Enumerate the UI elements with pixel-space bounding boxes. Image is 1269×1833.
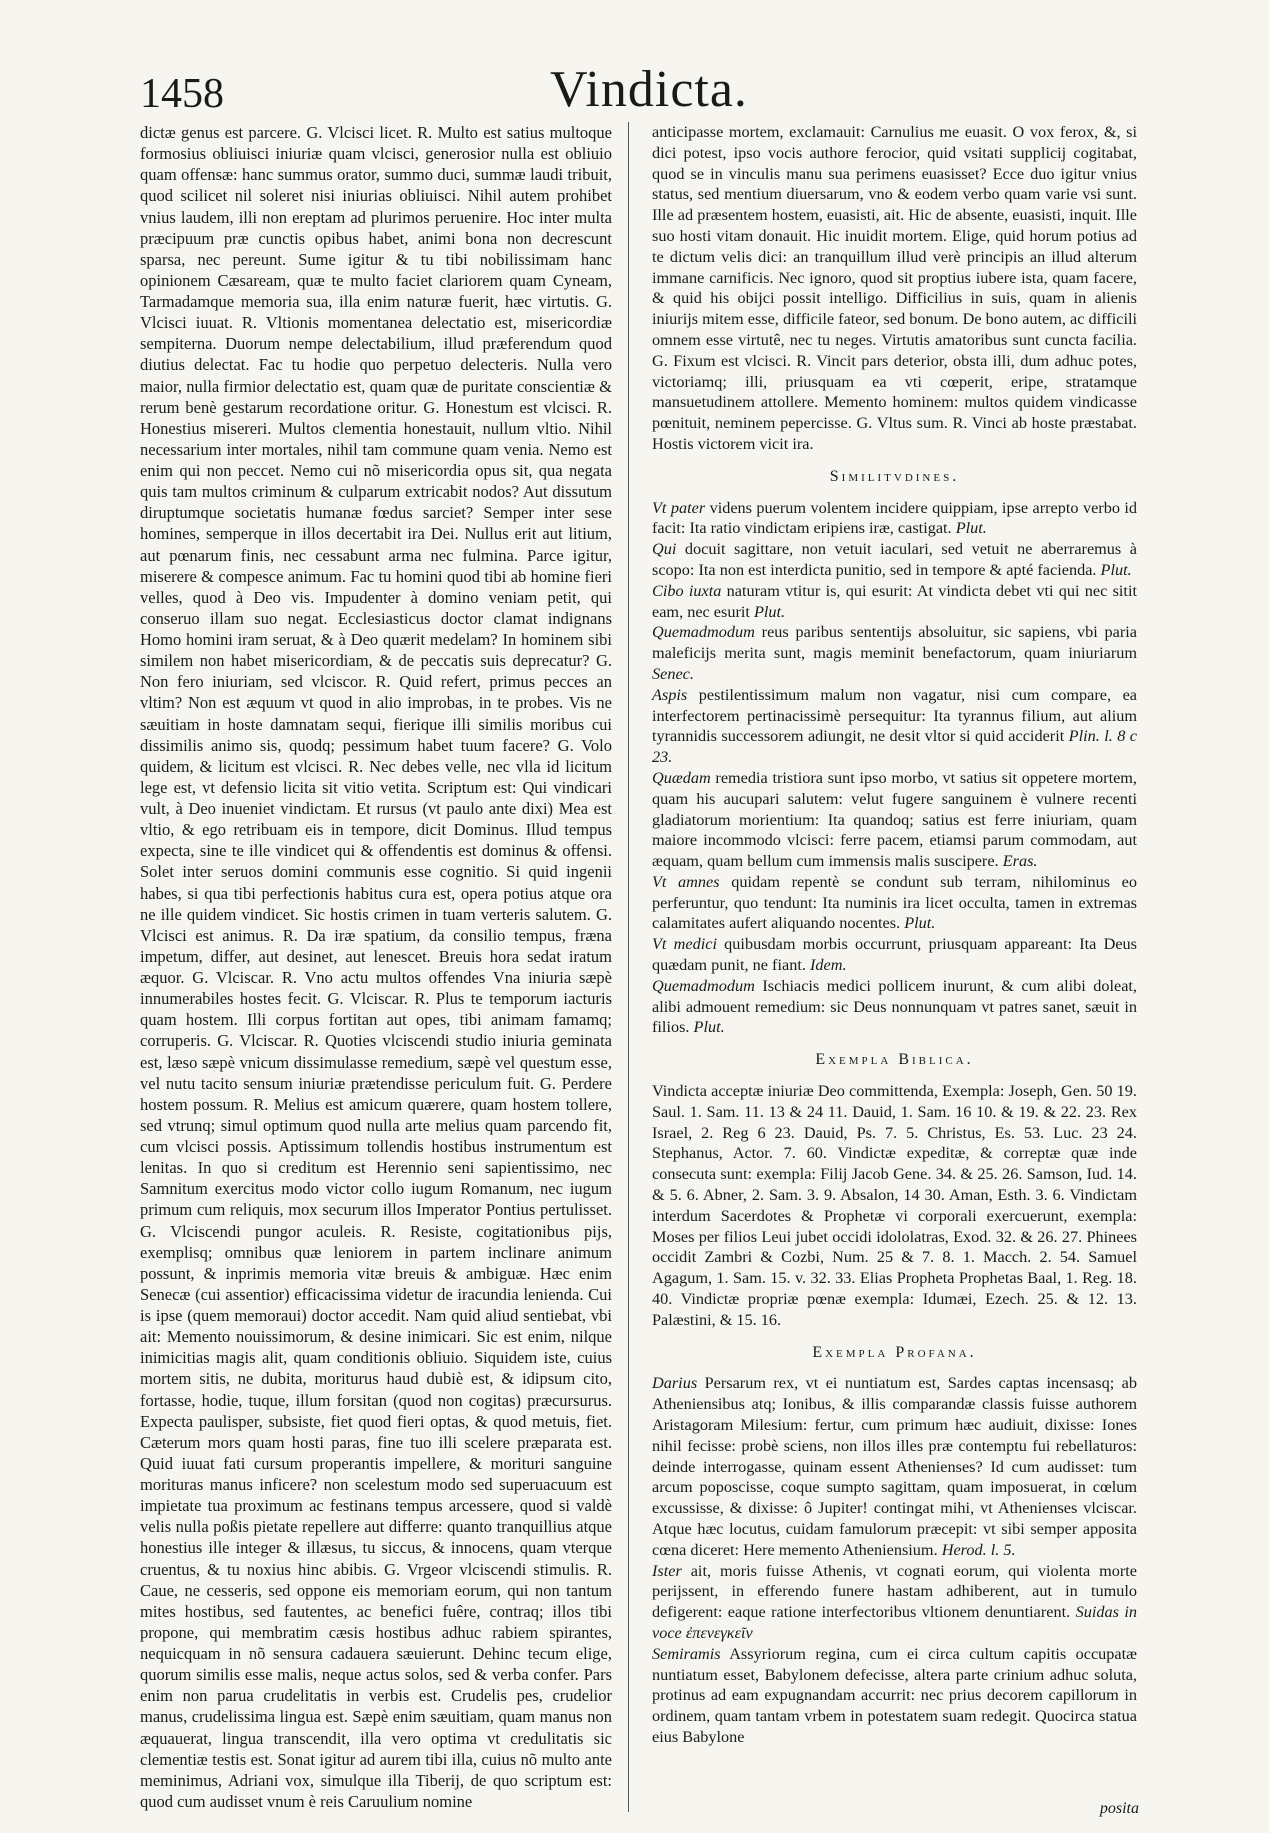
similitudo-entry-lead: Cibo iuxta [652, 581, 722, 600]
similitudo-entry-text: quidam repentè se condunt sub terram, nihilominus eo perferuntur, quo tendunt: Ita numinis ira licet occulta, tamen in extremas calamitates aufert aliquando nocentes. [652, 872, 1138, 933]
similitudo-entry-lead: Quemadmodum [652, 976, 755, 995]
similitudo-entry [652, 976, 1137, 1038]
exempla-biblica-heading: Exempla Biblica. [815, 1051, 974, 1069]
similitudo-entry-lead: Quædam [652, 768, 711, 787]
similitudo-entry-source: Plut. [693, 1018, 725, 1037]
similitudo-entry-source: Plut. [1100, 560, 1132, 579]
similitudo-entry-text: remedia tristiora sunt ipso morbo, vt satius sit oppetere mortem, quam his aucupari salutem: velut fugere sanguinem è vulnere recenti gladiatorum morientium: Ita quandoq; satius est ferre iniuriam, quam maiore incommodo vlcisci: ferre pacem, etiamsi parum commodam, aut æquam, quam bellum cum immensis malis suscipere. [652, 768, 1137, 871]
exempla-profana-list [652, 1373, 1137, 1747]
similitudo-entry [652, 872, 1137, 934]
exempla-biblica-text: Vindicta acceptæ iniuriæ Deo committenda, Exempla: Joseph, Gen. 50 19. Saul. 1. Sam. 11. 13 & 24 11. Dauid, 1. Sam. 16 10. & 19. & 22. 23. Rex Israel, 2. Reg 6 23. Dauid, Ps. 7. 5. Christus, Es. 53. Luc. 23 24. Stephanus, Actor. 7. 60. Vindictæ expeditæ, & correptæ quæ inde consecuta sunt: exempla: Filij Jacob Gene. 34. & 25. 26. Samson, Iud. 14. & 5. 6. Abner, 2. Sam. 3. 9. Absalon, 14 30. Aman, Esth. 3. 6. Vindictam interdum Sacerdotes & Prophetæ vi corporali exercuerunt, exempla: Moses per filios Leui jubet occidi idololatras, Exod. 32. & 26. 27. Phinees occidit Zambri & Cozbi, Num. 25 & 7. 8. 1. Macch. 2. 54. Samuel Agagum, 1. Sam. 15. v. 32. 33. Elias Propheta Prophetas Baal, 1. Reg. 18. 40. Vindictæ propriæ pœnæ exempla: Idumæi, Ezech. 25. & 12. 13. Palæstini, & 15. 16. [652, 1082, 1137, 1329]
similitudo-entry-text: reus paribus sententijs absoluitur, sic sapiens, vbi paria maleficijs merita sunt, magis meminit benefactorum, quam iniuriarum [652, 623, 1137, 663]
exemplum-profanum-entry-lead: Semiramis [652, 1644, 721, 1663]
similitudo-entry-source: Plut. [753, 602, 786, 621]
left-column [140, 122, 612, 1812]
similitudines-list [652, 498, 1137, 1039]
exemplum-profanum-entry-lead: Darius [652, 1374, 698, 1393]
similitudo-entry-text: naturam vtitur is, qui esurit: At vindicta debet vti qui nec sitit eam, nec esurit [652, 581, 1137, 621]
column-divider [628, 122, 629, 1812]
exemplum-profanum-entry [652, 1561, 1137, 1644]
similitudo-entry-source: Senec. [652, 664, 694, 683]
exemplum-profanum-entry [652, 1373, 1137, 1560]
similitudo-entry-lead: Vt medici [652, 935, 717, 954]
similitudo-entry [652, 581, 1137, 623]
similitudines-heading: Similitvdines. [829, 467, 960, 485]
right-column [652, 122, 1137, 1748]
exemplum-profanum-entry-source: Herod. l. 5. [941, 1540, 1016, 1559]
similitudo-entry-source: Eras. [1002, 852, 1038, 871]
exemplum-profanum-entry-text: ait, moris fuisse Athenis, vt cognati eorum, qui violenta morte perijssent, in efferendo funere hastam adhiberent, aut in tumulo defigerent: eaque ratione interfectoribus vltionem denuntiarent. [652, 1561, 1137, 1622]
similitudo-entry-lead: Qui [652, 540, 677, 559]
similitudo-entry-lead: Quemadmodum [652, 623, 755, 642]
exemplum-profanum-entry-text: Assyriorum regina, cum ei circa cultum capitis occupatæ nuntiatum esset, Babylonem defecisse, altera parte crinium adhuc soluta, protinus ad eam expugnandam accurrit: nec prius decorem capillorum in ordinem, quam tantam vrbem in potestatem suam redegit. Quocirca statua eius Babylone [652, 1644, 1137, 1746]
similitudo-entry-text: videns puerum volentem incidere quippiam, ipse arrepto verbo id facit: Ita ratio vindictam eripiens iræ, castigat. [652, 498, 1137, 538]
exemplum-profanum-entry [652, 1644, 1137, 1748]
similitudo-entry-source: Plut. [904, 914, 936, 933]
similitudo-entry-text: quibusdam morbis occurrunt, priusquam appareant: Ita Deus quædam punit, ne fiant. [652, 935, 1137, 975]
exempla-profana-heading: Exempla Profana. [812, 1343, 977, 1361]
left-column-text: dictæ genus est parcere. G. Vlcisci licet. R. Multo est satius multoque formosius obliuisci iniuriæ quam vlcisci, generosior nulla est obliuio quam offensæ: hanc summus orator, summo duci, summæ laudi tribuit, quod scilicet nil soleret nisi iniurias obliuisci. Nihil autem prohibet vnius laudem, illi non ereptam ad plurimos peruenire. Hoc inter multa præcipuum præ cunctis opibus habet, animi bona non decrescunt sparsa, nec pereunt. Sume igitur & tu tibi nobilissimam hanc opinionem Cæsaream, quæ te multo faciet clariorem quam Cyneam, Tarmadamque memoria sua, illa enim naturæ fuerit, hæc virtutis. G. Vlcisci iuuat. R. Vltionis momentanea delectatio est, misericordiæ sempiterna. Duorum nempe delectabilium, illud præferendum quod diutius delectat. Fac tu hodie quo perpetuo delecteris. Nulla vero maior, nulla firmior delectatio est, quam quæ de puritate conscientiæ & rerum benè gestarum recordatione oritur. G. Honestum est vlcisci. R. Honestius misereri. Multos clementia honestauit, nullum vltio. Nihil necessarium inter mortales, nihil tam commune quam venia. Nemo est enim qui non peccet. Nemo cui nõ misericordia opus sit, qua negata quis tam multos criminum & culparum extricabit nodos? Aut dissutum diruptumque societatis humanæ fœdus sarciet? Semper inter sese homines, semperque in illos decertabit ira Dei. Nullus erit aut litium, aut pœnarum finis, nec cessabunt arma nec fulmina. Parce igitur, miserere & compesce animum. Fac tu homini quod tibi ab homine fieri velles, quod à Deo vis. Impudenter à domino veniam petit, qui conseruo illam suo negat. Ecclesiasticus doctor clamat indignans Homo homini iram seruat, & à Deo quærit medelam? In hominem sibi similem non habet misericordiam, & de peccatis suis deprecatur? G. Non fero iniuriam, sed vlciscor. R. Quid refert, primus pecces an vltim? Non est æquum vt quod in alio improbas, in te probes. Vis ne sæuitiam in hoste damnatam sequi, fierique illi similis moribus cui dissimilis animo sis, quodq; pessimum habet tuum facere? G. Volo quidem, & licitum est vlcisci. R. Nec debes velle, nec vlla id licitum lege est, vt defensio licita sit vitio vetita. Scriptum est: Qui vindicari vult, à Deo inueniet vindictam. Et rursus (vt paulo ante dixi) Mea est vltio, & ego retribuam eis in tempore, dicit Dominus. Illud tempus expecta, sine te ille vindicet qui & offendentis est dominus & offensi. Solet inter seruos domini communis esse cognitio. Si quid ingenii habes, si qua tibi perfectionis habitus cura est, opera potius atque ora ne ille quidem vindicet. Sic hostis crimen in tuam verteris salutem. G. Vlcisci est animus. R. Da iræ spatium, da consilio tempus, fræna impetum, differ, aut desinet, aut lenescet. Breuis hora sedat iratum æquor. G. Vlciscar. R. Vno actu multos offendes Vna iniuria sæpè innumerabiles hostes fecit. G. Vlciscar. R. Plus te temporum iacturis quam hostem. Illi corpus fortitan aut opes, tibi animam famamq; corruperis. G. Vlciscar. R. Quoties vlciscendi studio iniuria geminata est, læso sæpè vnicum dissimulasse remedium, sæpè vel questum esse, vel nutu tacito sensum iniuriæ prætendisse periculum fuit. G. Perdere hostem possum. R. Melius est amicum quærere, quam hostem tollere, sed vtrunq; simul optimum quod nulla arte melius quam parcendo fit, cum vlcisci possis. Aptissimum tollendis hostibus instrumentum est lenitas. In quo si creditum est Herennio seni sapientissimo, nec Samnitum exercitus modo victor collo iugum Romanum, nec iugum primum cum reliquis, mox securum illos Imperator Pontius pertulisset. G. Vlciscendi pungor aculeis. R. Resiste, cogitationibus pijs, exemplisq; omnibus quæ leniorem in partem inclinare animum possunt, & inprimis memoria vitæ breuis & ambiguæ. Hæc enim Senecæ (cui assentior) efficacissima videtur de iracundia lenienda. Cui is ipse (quem memoraui) doctor accedit. Nam quid aliud sentiebat, vbi ait: Memento nouissimorum, & desine inimicari. Sic est enim, nilque inimicitias magis alit, quam conditionis obliuio. Siquidem iste, cuius mortem sitis, ne dubita, moriturus haud dubiè est, & idipsum cito, fortasse, hodie, tuque, illum forsitan (quod non cogitas) præcursurus. Expecta paulisper, subsiste, fiet quod fieri optas, & quod metuis, fiet. Cæterum mors quam hosti paras, fine tuo illi scelere præparata est. Quid iuuat fati cursum properantis impellere, & morituri sanguine morituras manus inficere? non scelestum modo sed superuacuum est impietate tua proximum ac festinans tempus arcessere, quod si valdè velis nulla poßis pietate repellere aut differre: quanto tranquillius atque honestius ille integer & illæsus, tu siccus, & innocens, quam vterque cruentus, & tu noxius hinc abibis. G. Vrgeor vlciscendi stimulis. R. Caue, ne cesseris, sed oppone eis memoriam eorum, qui non tantum mites hostibus, sed fautentes, ac benefici fuêre, contraq; illos tibi propone, qui membratim cæsis hostibus adhuc rabiem spirantes, nequicquam in nõ sensura cadauera sæuierunt. Dehinc tecum elige, quorum similis esse malis, neque actus solos, sed & verba confer. Pars enim non parua crudelitatis in verbis est. Crudelis pes, crudelior manus, crudelissima lingua est. Sæpè enim sæuitiam, quam manus non æquauerat, lingua transcendit, illa vero optima vt credulitatis sic clementiæ testis est. Sonat igitur ad aurem tibi illa, cuius nõ multo ante meminimus, Adriani vox, simulque illa Tiberij, de quo scriptum est: quod cum audisset vnum è reis Caruulium nomine [140, 123, 612, 1811]
catchword: posita [1099, 1800, 1139, 1817]
similitudo-entry-lead: Vt amnes [652, 872, 720, 891]
similitudo-entry [652, 685, 1137, 768]
similitudo-entry [652, 539, 1137, 581]
right-column-intro: anticipasse mortem, exclamauit: Carnulius me euasit. O vox ferox, &, si dici potest, ipso vocis authore ferocior, quid vsitati supplicij cogitabat, quod se in vinculis manu sua perimens euasisset? Ecce duo igitur vnius status, sed mentium diuersarum, vno & eodem verbo quam varie vsi sunt. Ille ad præsentem hostem, euasisti, ait. Hic de absente, euasisti, inquit. Ille suo hosti vitam donauit. Hic inuidit mortem. Elige, quid horum potius ad te dictum velis dici: an tranquillum illud verè principis an illud alterum immane carnificis. Nec ignoro, quod sit proptius iubere ista, quam facere, & quid his obijci possit intelligo. Difficilius in suis, quam in alienis iniurijs mitem esse, difficile fateor, sed bonum. De bono autem, ac difficili omnem esse virtutê, nec tu neges. Virtutis amatoribus sunt cuncta facilia. G. Fixum est vlcisci. R. Vincit pars deterior, obsta illi, dum adhuc potes, victoriamq; illi, priusquam ea vti cœperit, eripe, stratamque mansuetudinem attollere. Memento hominem: multos quidem vindicasse pœnituit, neminem pepercisse. G. Vltus sum. R. Vinci ab hoste præstabat. Hostis victorem vicit ira. [652, 123, 1137, 453]
similitudo-entry-source: Idem. [809, 956, 847, 975]
exemplum-profanum-entry-source: Suidas in voce ἐπενεγκεῖν [652, 1603, 1137, 1642]
similitudo-entry-text: pestilentissimum malum non vagatur, nisi cum compare, ea interfectorem pertinacissimè persequitur: Ita tyrannus filium, aut alium tyrannidis successorem adiungit, ne desit vltor si quid acciderit [652, 685, 1137, 746]
similitudo-entry-lead: Vt pater [652, 498, 706, 517]
similitudo-entry [652, 498, 1137, 540]
similitudo-entry-lead: Aspis [652, 685, 688, 704]
similitudo-entry-source: Plin. l. 8 c 23. [652, 727, 1137, 767]
similitudo-entry [652, 768, 1137, 872]
exemplum-profanum-entry-text: Persarum rex, vt ei nuntiatum est, Sardes captas incensasq; ab Atheniensibus atq; Ionibus, & illis comparandæ classis fuisse authorem Aristagoram Milesium: fertur, cum primum hæc audiuit, dixisse: Iones nihil fecisse: probè sciens, non illos illes præ contemptu fui rebellaturos: deinde interrogasse, quinam essent Athenienses? Id cum audisset: tum arcum poposcisse, coque sumpto sagittam, quam imposuerat, in cœlum excussisse, & dixisse: ô Jupiter! contingat mihi, vt Athenienses vlciscar. Atque hæc locutus, cuidam famulorum præcepit: vt sibi semper apposita cœna diceret: Here memento Atheniensium. [652, 1374, 1137, 1559]
similitudo-entry-text: docuit sagittare, non vetuit iaculari, sed vetuit ne aberraremus à scopo: Ita non est interdicta punitio, sed in tempore & apté facienda. [652, 540, 1137, 579]
similitudo-entry [652, 934, 1137, 976]
page-header [140, 60, 1140, 120]
running-title: Vindicta. [550, 61, 748, 118]
similitudo-entry-source: Plut. [955, 519, 987, 538]
exemplum-profanum-entry-lead: Ister [652, 1561, 682, 1580]
similitudo-entry [652, 622, 1137, 684]
page-number: 1458 [140, 71, 224, 117]
similitudo-entry-text: Ischiacis medici pollicem inurunt, & cum alibi doleat, alibi admouent remedium: sic Deus nonnunquam vt patres sanet, sæuit in filios. [652, 976, 1137, 1037]
